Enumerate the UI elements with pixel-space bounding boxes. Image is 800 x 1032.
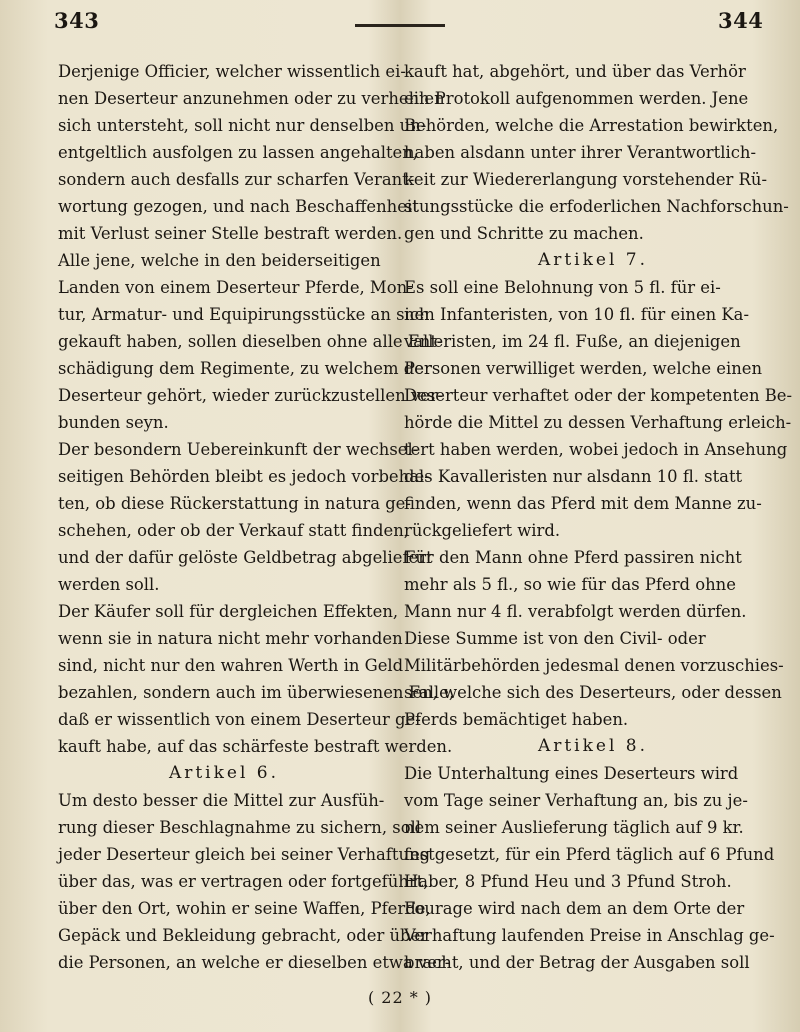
- signature-mark: ( 22 * ): [367, 988, 433, 1007]
- text-line: die Personen, an welche er dieselben etwa ver-: [58, 953, 451, 972]
- text-line: Derjenige Officier, welcher wissentlich ei-: [58, 62, 406, 81]
- text-line: daß er wissentlich von einem Deserteur ge-: [58, 710, 421, 729]
- article-heading: Artikel 8.: [537, 736, 649, 756]
- text-line: entgeltlich ausfolgen zu lassen angehalten,: [58, 143, 419, 162]
- text-line: sondern auch desfalls zur scharfen Verant-: [58, 170, 415, 189]
- text-line: ten, ob diese Rückerstattung in natura ge-: [58, 494, 411, 513]
- text-line: Es soll eine Belohnung von 5 fl. für ei-: [404, 278, 721, 297]
- text-line: schädigung dem Regimente, zu welchem der: [58, 359, 432, 378]
- text-line: Pferds bemächtiget haben.: [404, 710, 629, 729]
- text-line: sich untersteht, soll nicht nur denselben un-: [58, 116, 427, 135]
- text-line: Für den Mann ohne Pferd passiren nicht: [404, 548, 742, 567]
- text-line: rückgeliefert wird.: [404, 521, 561, 540]
- text-line: bracht, und der Betrag der Ausgaben soll: [404, 953, 750, 972]
- text-line: wortung gezogen, und nach Beschaffenheit: [58, 197, 419, 216]
- text-line: keit zur Wiedererlangung vorstehender Rü-: [404, 170, 767, 189]
- text-line: Der Käufer soll für dergleichen Effekten,: [58, 602, 399, 621]
- text-line: jeder Deserteur gleich bei seiner Verhaftung: [58, 845, 431, 864]
- text-line: und der dafür gelöste Geldbetrag abgeliefert: [58, 548, 433, 567]
- text-line: vom Tage seiner Verhaftung an, bis zu je-: [404, 791, 748, 810]
- text-line: Personen verwilliget werden, welche einen: [404, 359, 763, 378]
- text-line: Um desto besser die Mittel zur Ausfüh-: [58, 791, 385, 810]
- text-line: finden, wenn das Pferd mit dem Manne zu-: [404, 494, 762, 513]
- text-line: haben alsdann unter ihrer Verantwortlich-: [404, 143, 756, 162]
- text-line: festgesetzt, für ein Pferd täglich auf 6 Pfund: [404, 845, 775, 864]
- article-heading: Artikel 6.: [168, 763, 280, 783]
- text-line: Diese Summe ist von den Civil- oder: [404, 629, 706, 648]
- left-column-text: [58, 58, 455, 976]
- text-line: nen Infanteristen, von 10 fl. für einen Ka-: [404, 305, 749, 324]
- text-line: Alle jene, welche in den beiderseitigen: [58, 251, 381, 270]
- text-line: gen und Schritte zu machen.: [404, 224, 644, 243]
- text-line: hörde die Mittel zu dessen Verhaftung erleich-: [404, 413, 792, 432]
- text-line: werden soll.: [58, 575, 160, 594]
- text-line: Deserteur verhaftet oder der kompetenten Be-: [404, 386, 793, 405]
- text-line: kauft habe, auf das schärfeste bestraft werden.: [58, 737, 453, 756]
- text-line: Der besondern Uebereinkunft der wechsel-: [58, 440, 419, 459]
- header-rule: [355, 24, 445, 27]
- text-line: seitigen Behörden bleibt es jedoch vorbehal-: [58, 467, 430, 486]
- text-line: Die Unterhaltung eines Deserteurs wird: [404, 764, 739, 783]
- text-line: Verhaftung laufenden Preise in Anschlag ge-: [404, 926, 775, 945]
- text-line: über das, was er vertragen oder fortgeführt,: [58, 872, 429, 891]
- text-line: Deserteur gehört, wieder zurückzustellen ver-: [58, 386, 444, 405]
- text-line: schehen, oder ob der Verkauf statt finden,: [58, 521, 409, 540]
- text-line: Haber, 8 Pfund Heu und 3 Pfund Stroh.: [404, 872, 732, 891]
- text-line: mehr als 5 fl., so wie für das Pferd ohne: [404, 575, 736, 594]
- text-line: bunden seyn.: [58, 413, 169, 432]
- text-line: wenn sie in natura nicht mehr vorhanden: [58, 629, 403, 648]
- text-line: mit Verlust seiner Stelle bestraft werden.: [58, 224, 403, 243]
- page-number-right: 344: [718, 8, 764, 33]
- right-column-text: [404, 58, 793, 976]
- page-number-left: 343: [54, 8, 100, 33]
- text-line: Fourage wird nach dem an dem Orte der: [404, 899, 745, 918]
- text-line: über den Ort, wohin er seine Waffen, Pferde,: [58, 899, 431, 918]
- text-line: Landen von einem Deserteur Pferde, Mon-: [58, 278, 413, 297]
- article-heading: Artikel 7.: [537, 250, 649, 270]
- text-line: ein Protokoll aufgenommen werden. Jene: [404, 89, 749, 108]
- text-line: tert haben werden, wobei jedoch in Ansehung: [404, 440, 788, 459]
- text-line: Militärbehörden jedesmal denen vorzuschies-: [404, 656, 784, 675]
- text-line: des Kavalleristen nur alsdann 10 fl. statt: [404, 467, 743, 486]
- text-line: nen Deserteur anzunehmen oder zu verhehlen: [58, 89, 445, 108]
- text-line: gekauft haben, sollen dieselben ohne alle Ent-: [58, 332, 443, 351]
- text-line: sen, welche sich des Deserteurs, oder dessen: [404, 683, 782, 702]
- text-line: valleristen, im 24 fl. Fuße, an diejenigen: [404, 332, 741, 351]
- text-line: sind, nicht nur den wahren Werth in Geld: [58, 656, 404, 675]
- text-line: rung dieser Beschlagnahme zu sichern, soll: [58, 818, 422, 837]
- text-line: Gepäck und Bekleidung gebracht, oder über: [58, 926, 429, 945]
- text-line: kauft hat, abgehört, und über das Verhör: [404, 62, 746, 81]
- text-line: stungsstücke die erfoderlichen Nachforschun-: [404, 197, 789, 216]
- text-line: tur, Armatur- und Equipirungsstücke an sich: [58, 305, 430, 324]
- text-line: bezahlen, sondern auch im überwiesenen Falle,: [58, 683, 455, 702]
- text-line: Behörden, welche die Arrestation bewirkten,: [404, 116, 779, 135]
- text-line: nem seiner Auslieferung täglich auf 9 kr.: [404, 818, 744, 837]
- text-line: Mann nur 4 fl. verabfolgt werden dürfen.: [404, 602, 747, 621]
